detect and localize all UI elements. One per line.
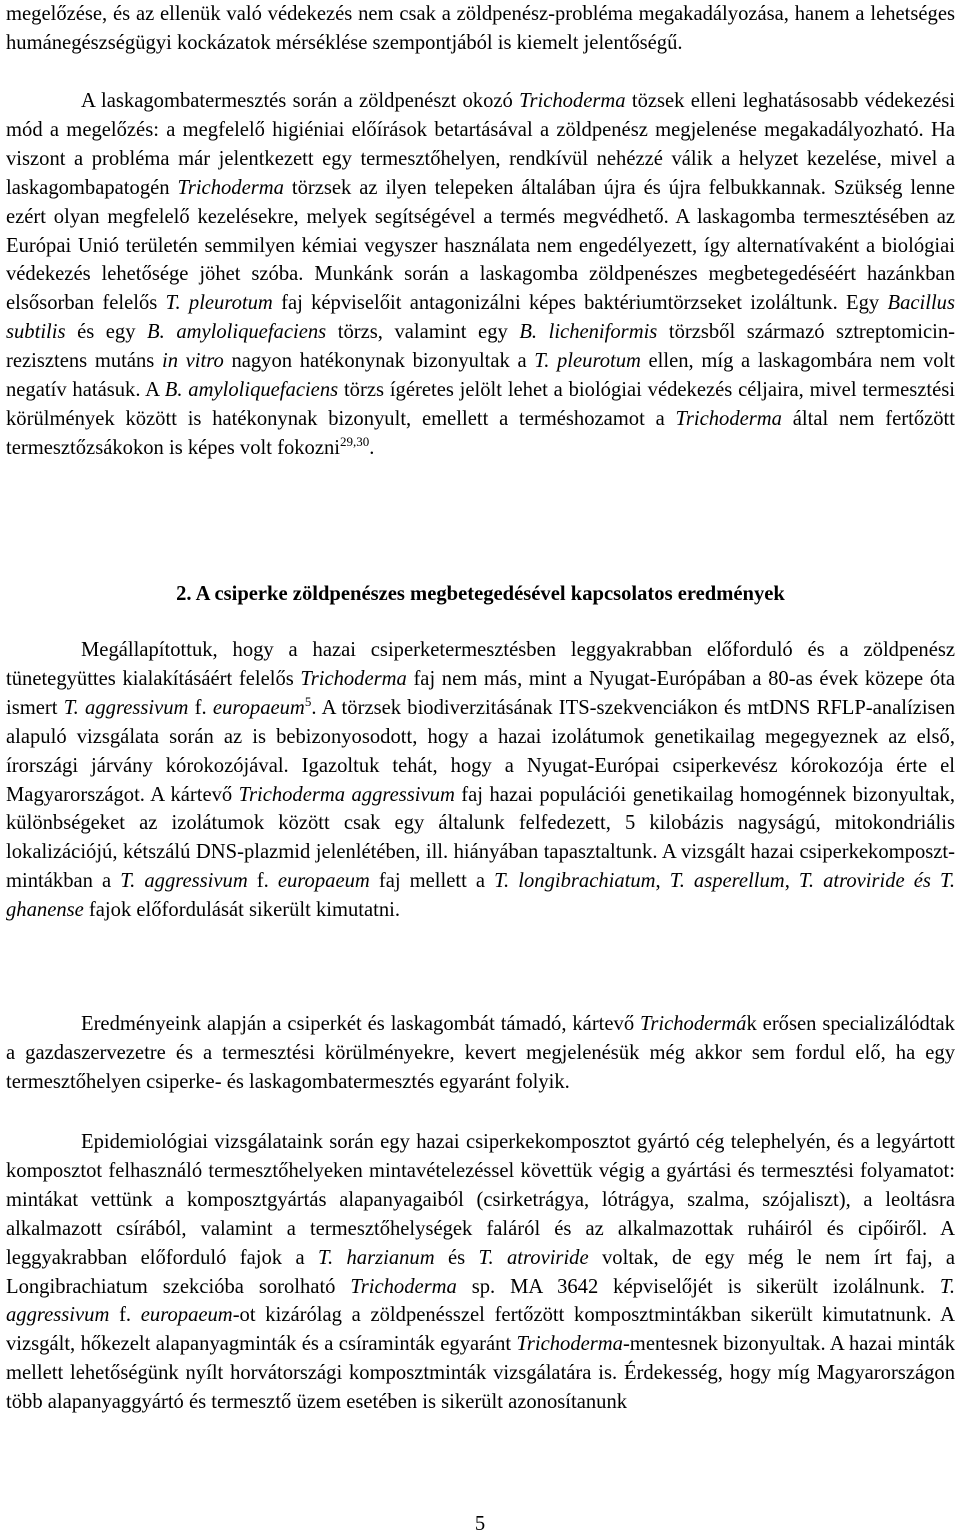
italic-term: T. pleurotum	[534, 350, 641, 373]
italic-term: europaeum	[212, 696, 305, 719]
italic-term: T. aggressivum	[120, 870, 248, 893]
text-run: faj mellett a	[369, 870, 495, 893]
italic-term: europaeum	[140, 1304, 233, 1327]
text-run: Eredményeink alapján a csiperkét és laskagombát támadó, kártevő	[81, 1013, 641, 1035]
text-run: és egy	[65, 321, 148, 344]
reference-superscript: 5	[304, 693, 312, 709]
italic-term: B. amyloliquefaciens	[147, 321, 327, 344]
italic-term: Trichoderma	[519, 90, 626, 112]
section-heading: 2. A csiperke zöldpenészes megbetegedésével kapcsolatos eredmények	[176, 583, 785, 605]
text-run: voltak, de egy még le nem írt faj, a Longibrachiatum szekcióba sorolható	[6, 1246, 956, 1298]
text-run: faj nem más, mint a Nyugat-Európában a 80-as évek közepe óta ismert	[6, 667, 955, 719]
paragraph-5	[6, 1128, 955, 1417]
text-run: törzs ígéretes jelölt lehet a biológiai védekezés céljaira, mivel termesztési körülmények között is hatékonynak bizonyult, emellett a terméshozamot a	[6, 379, 956, 430]
text-run: nagyon hatékonynak bizonyultak a	[223, 350, 535, 373]
italic-term: Trichodermá	[640, 1013, 747, 1035]
italic-term: Trichoderma	[300, 667, 407, 690]
italic-term: T. aggressivum	[63, 696, 189, 719]
text-run: faj hazai populációi genetikailag homogénnek bizonyultak, különbségeket az izolátumok között csak egy általunk felfedezett, 5 kilobázis nagyságú, mitokondriális lokalizációjú, kétszálú DNS-plazmid jelenlétében, ill. hiányában tapasztaltunk. A vizsgált hazai csiperkekomposzt-mintákban a	[6, 783, 955, 893]
text-run: ellen, míg a laskagombára nem volt negatív hatásuk. A	[6, 350, 955, 402]
text-run: törzs, valamint egy	[326, 321, 520, 344]
paragraph-3	[6, 636, 955, 925]
text-run: sp. MA 3642 képviselőjét is sikerült izolálnunk.	[456, 1275, 940, 1298]
text-run: Epidemiológiai vizsgálataink során egy hazai csiperkekomposztot gyártó cég telephelyén, és a legyártott komposztot felhasználó termesztőhelyeken mintavételezéssel követtük végig a gyártási és termesztési folyamatot: mintákat vettünk a komposztgyártás alapanyagaiból (csirketrágya, lótrágya, szalma, szójaliszt), a leoltásra alkalmazott csírából, valamint a termesztőhelységek faláról és az alkalmazottak ruháiról és cipőiről. A leggyakrabban előforduló fajok a	[6, 1131, 955, 1269]
text-run: -ot kizárólag a zöldpenésszel fertőzött komposztmintákban sikerült kimutatnunk. A vizsgált, hőkezelt alapanyagminták és a csíraminták egyaránt	[6, 1304, 955, 1356]
text-run: -mentesnek bizonyultak. A hazai minták mellett lehetőségünk nyílt horvátországi komposztminták vizsgálatára is. Érdekesség, hogy míg Magyarországon több alapanyaggyártó és termesztő üzem esetében is sikerült azonosítanunk	[6, 1333, 955, 1414]
text-run: ,	[655, 870, 670, 893]
italic-term: europaeum	[277, 870, 370, 893]
reference-superscript: 29,30	[340, 433, 370, 449]
text-run: faj képviselőit antagonizálni képes baktériumtörzseket izoláltunk. Egy	[272, 292, 888, 315]
text-run: f.	[188, 696, 213, 719]
text-run: megelőzése, és az ellenük való védekezés nem csak a zöldpenész-probléma megakadályozása, hanem a lehetséges humánegészségügyi kockázatok mérséklése szempontjából is kiemelt jelentőségű.	[6, 3, 955, 54]
text-run: törzsek az ilyen telepeken általában újra és újra felbukkannak. Szükség lenne ezért olyan megfelelő kezelésekre, melyek segítségével a termés megvédhető. A laskagomba termesztésében az Európai Unió területén semmilyen kémiai vegyszer használata nem engedélyezett, így alternatívaként a biológiai védekezés lehetősége jöhet szóba. Munkánk során a laskagomba zöldpenészes megbetegedéséért hazánkban elsősorban felelős	[6, 176, 956, 315]
text-run: . A törzsek biodiverzitásának ITS-szekvenciákon és mtDNS RFLP-analízisen alapuló vizsgálata során az is bebizonyosodott, hogy a hazai izolátumok genetikailag megegyeznek az első, írországi járvány kórokozójával. Igazoltuk tehát, hogy a Nyugat-Európai csiperkevész kórokozója érte el Magyarországot. A kártevő	[6, 696, 956, 806]
italic-term: T. longibrachiatum	[494, 870, 656, 893]
italic-term: Trichoderma	[516, 1333, 623, 1356]
text-run: fajok előfordulását sikerült kimutatni.	[83, 899, 401, 922]
text-run: .	[369, 436, 375, 459]
italic-term: T. aggressivum	[6, 1275, 955, 1327]
text-run: ,	[784, 870, 799, 893]
italic-term: B. amyloliquefaciens	[164, 379, 339, 402]
page-number: 5	[474, 1513, 486, 1535]
italic-term: T. harzianum	[318, 1246, 435, 1269]
text-run: és	[434, 1246, 479, 1269]
text-run: Megállapítottuk, hogy a hazai csiperketermesztésben leggyakrabban előforduló és a zöldpenész tünetegyüttes kialakításáért felelős	[6, 639, 955, 690]
italic-term: T. atroviride és T. ghanense	[6, 870, 956, 922]
paragraph-4	[6, 1010, 955, 1097]
italic-term: T. atroviride	[478, 1246, 589, 1269]
italic-term: Trichoderma aggressivum	[238, 783, 455, 806]
italic-term: Trichoderma	[350, 1275, 457, 1298]
paragraph-2	[6, 87, 955, 463]
text-run: által nem fertőzött termesztőzsákokon is képes volt fokozni	[6, 407, 955, 459]
italic-term: Trichoderma	[675, 407, 782, 430]
text-run: A laskagombatermesztés során a zöldpenészt okozó	[81, 90, 520, 112]
text-run: k erősen specializálódtak a gazdaszervezetre és a termesztési körülményekre, kevert megjelenésük még akkor sem fordul elő, ha egy termesztőhelyen csiperke- és laskagombatermesztés egyaránt folyik.	[6, 1013, 955, 1093]
text-run: törzsből származó sztreptomicin-rezisztens mutáns	[6, 321, 955, 373]
italic-term: T. asperellum	[669, 870, 785, 893]
italic-term: Bacillus subtilis	[6, 292, 955, 344]
paragraph-1	[6, 0, 955, 58]
text-run: f.	[109, 1304, 141, 1327]
italic-term: B. licheniformis	[519, 321, 658, 344]
italic-term: Trichoderma	[177, 176, 284, 199]
italic-term: T. pleurotum	[165, 292, 273, 315]
text-run: f.	[247, 870, 278, 893]
italic-term: in vitro	[161, 350, 224, 373]
text-run: tözsek elleni leghatásosabb védekezési mód a megelőzés: a megfelelő higiéniai előírások betartásával a zöldpenész megjelenése megakadályozható. Ha viszont a probléma már jelentkezett egy termesztőhelyen, rendkívül nehézzé válik a helyzet kezelése, mivel a laskagombapatogén	[6, 90, 955, 199]
